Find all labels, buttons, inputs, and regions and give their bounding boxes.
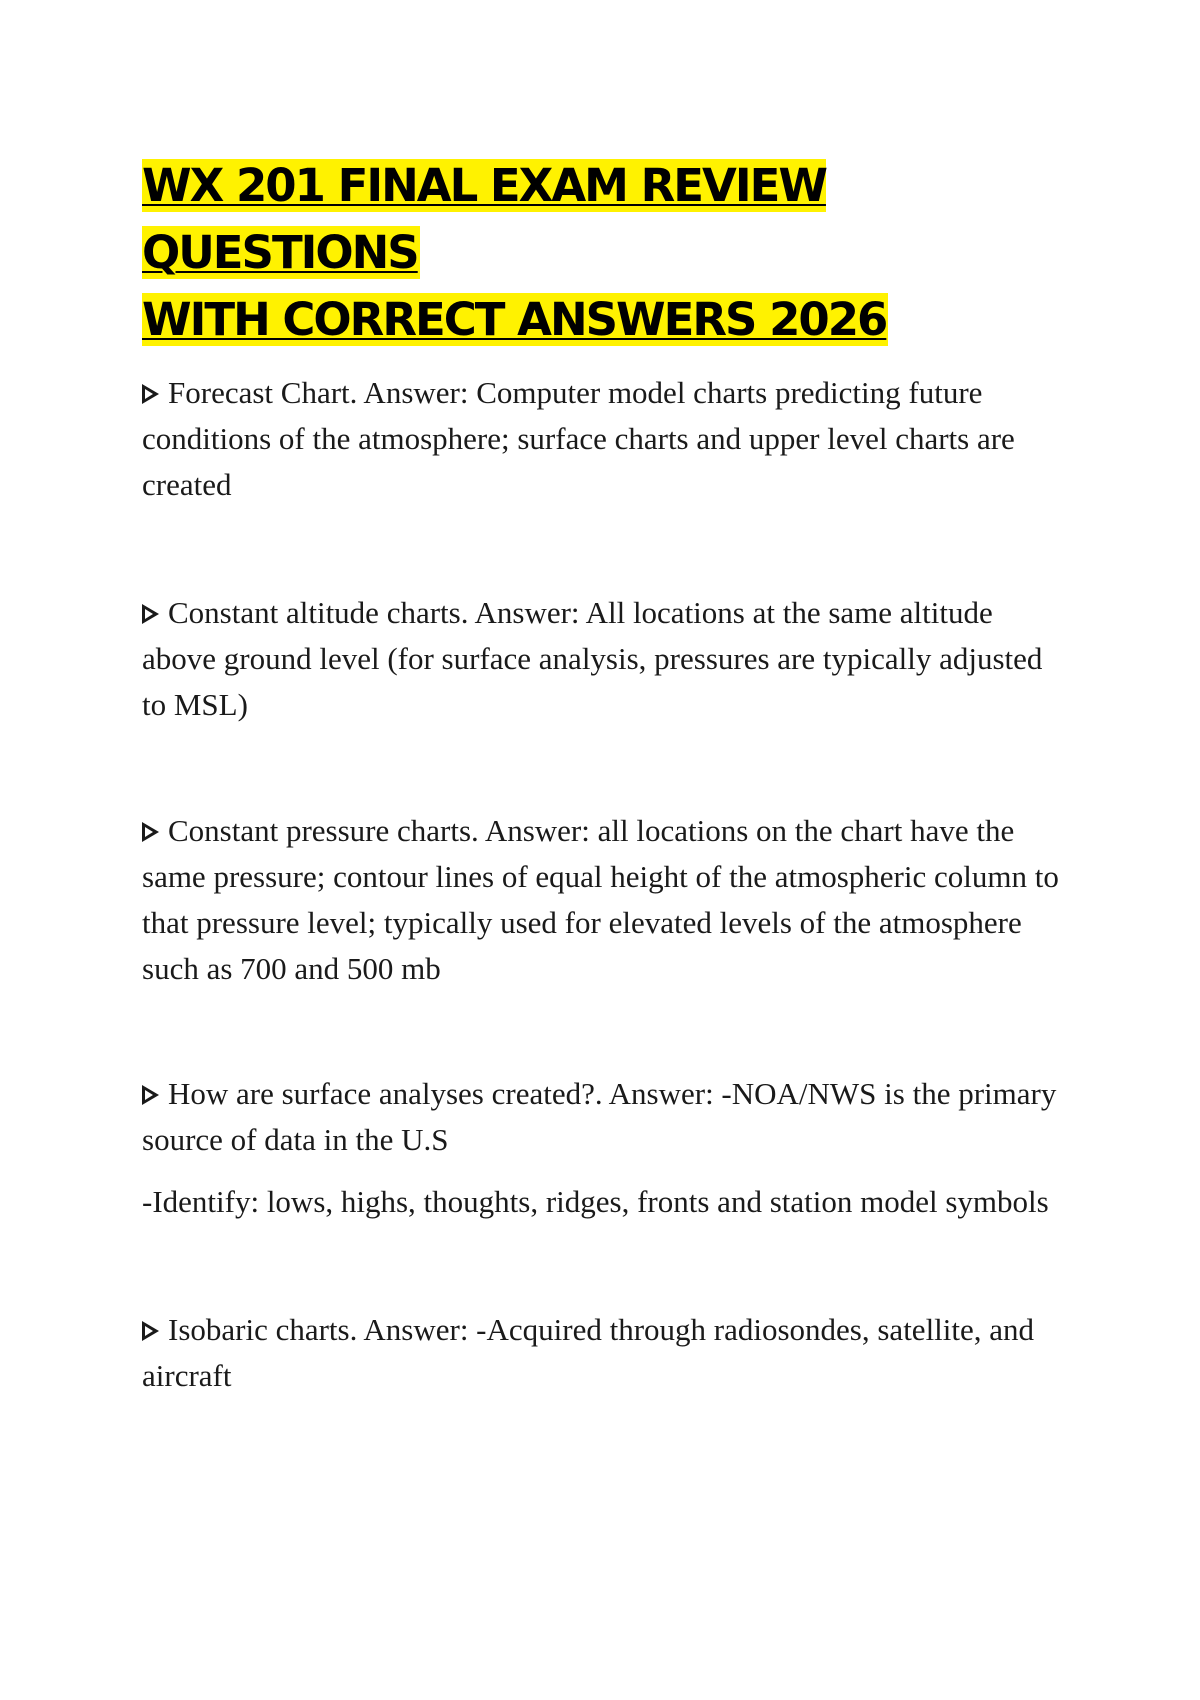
qa-item — [142, 370, 1072, 508]
qa-item — [142, 1071, 1072, 1225]
document-title — [142, 152, 1082, 353]
arrow-icon — [142, 822, 159, 842]
arrow-icon — [142, 384, 159, 404]
arrow-icon — [142, 1085, 159, 1105]
qa-text: How are surface analyses created?. Answer: -NOA/NWS is the primary source of data in the U.S — [142, 1076, 1057, 1157]
arrow-icon — [142, 604, 159, 624]
qa-text: Isobaric charts. Answer: -Acquired through radiosondes, satellite, and aircraft — [142, 1312, 1035, 1393]
qa-text: Constant pressure charts. Answer: all locations on the chart have the same pressure; contour lines of equal height of the atmospheric column to that pressure level; typically used for elevated levels of the atmosphere such as 700 and 500 mb — [142, 813, 1059, 986]
qa-text: Constant altitude charts. Answer: All locations at the same altitude above ground level (for surface analysis, pressures are typically adjusted to MSL) — [142, 595, 1043, 722]
qa-text: Forecast Chart. Answer: Computer model charts predicting future conditions of the atmosphere; surface charts and upper level charts are created — [142, 375, 1015, 502]
qa-extra-text: -Identify: lows, highs, thoughts, ridges, fronts and station model symbols — [142, 1184, 1049, 1219]
qa-item — [142, 1307, 1072, 1399]
qa-item — [142, 590, 1072, 728]
title-line-2: WITH CORRECT ANSWERS 2026 — [142, 293, 887, 346]
title-line-1: WX 201 FINAL EXAM REVIEW QUESTIONS — [142, 159, 826, 279]
qa-item — [142, 808, 1072, 992]
arrow-icon — [142, 1321, 159, 1341]
